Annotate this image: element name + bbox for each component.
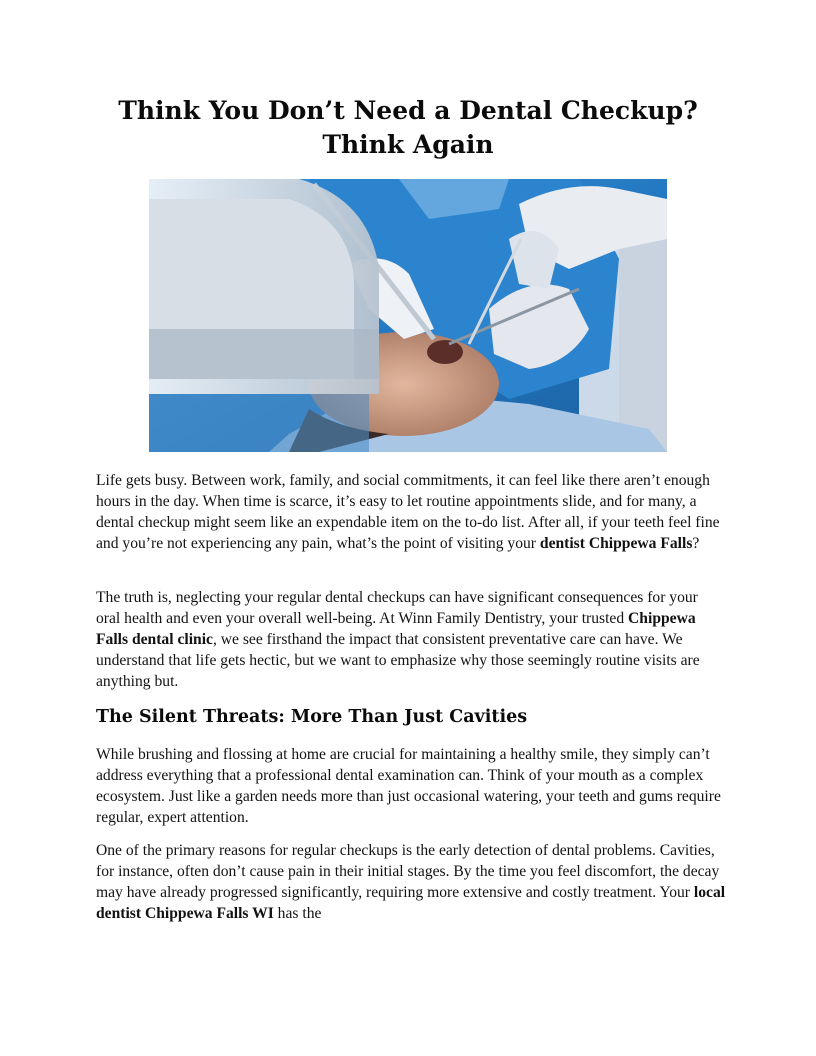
document-title <box>60 94 756 162</box>
local-dentist-keyword: local dentist Chippewa Falls WI <box>96 884 726 922</box>
dental-clinic-keyword: Chippewa Falls dental clinic <box>96 610 696 648</box>
truth-text-start: The truth is, neglecting your regular dental checkups can have significant consequences for your oral health and even your overall well-being. At Winn Family Dentistry, your trusted <box>96 589 698 627</box>
detection-text-start: One of the primary reasons for regular checkups is the early detection of dental problems. Cavities, for instance, often don’t cause pain in their initial stages. By the time you feel discomfort, the decay may have already progressed significantly, requiring more extensive and costly treatment. Your <box>96 842 720 901</box>
intro-text: Life gets busy. Between work, family, and social commitments, it can feel like there aren’t enough hours in the day. When time is scarce, it’s easy to let routine appointments slide, and for many, a dental checkup might seem like an expendable item on the to-do list. After all, if your teeth feel fine and you’re not experiencing any pain, what’s the point of visiting your <box>96 472 720 552</box>
dentist-chippewa-falls-keyword: dentist Chippewa Falls <box>539 535 693 552</box>
early-detection-paragraph <box>96 840 726 924</box>
dental-procedure-photo <box>149 179 667 452</box>
title-line-2: Think Again <box>322 130 494 159</box>
truth-text-end: , we see firsthand the impact that consistent preventative care can have. We understand that life gets hectic, but we want to emphasize why those seemingly routine visits are anything but. <box>96 631 700 690</box>
ecosystem-paragraph: While brushing and flossing at home are crucial for maintaining a healthy smile, they simply can’t address everything that a professional dental examination can. Think of your mouth as a complex ecosystem. Just like a garden needs more than just occasional watering, your teeth and gums require regular, expert attention. <box>96 746 721 826</box>
section-heading: The Silent Threats: More Than Just Cavities <box>96 707 528 727</box>
intro-text-end: ? <box>692 535 700 552</box>
detection-text-end: has the <box>273 905 322 922</box>
title-line-1: Think You Don’t Need a Dental Checkup? <box>118 96 698 125</box>
truth-paragraph <box>96 587 726 692</box>
intro-paragraph <box>96 470 726 554</box>
